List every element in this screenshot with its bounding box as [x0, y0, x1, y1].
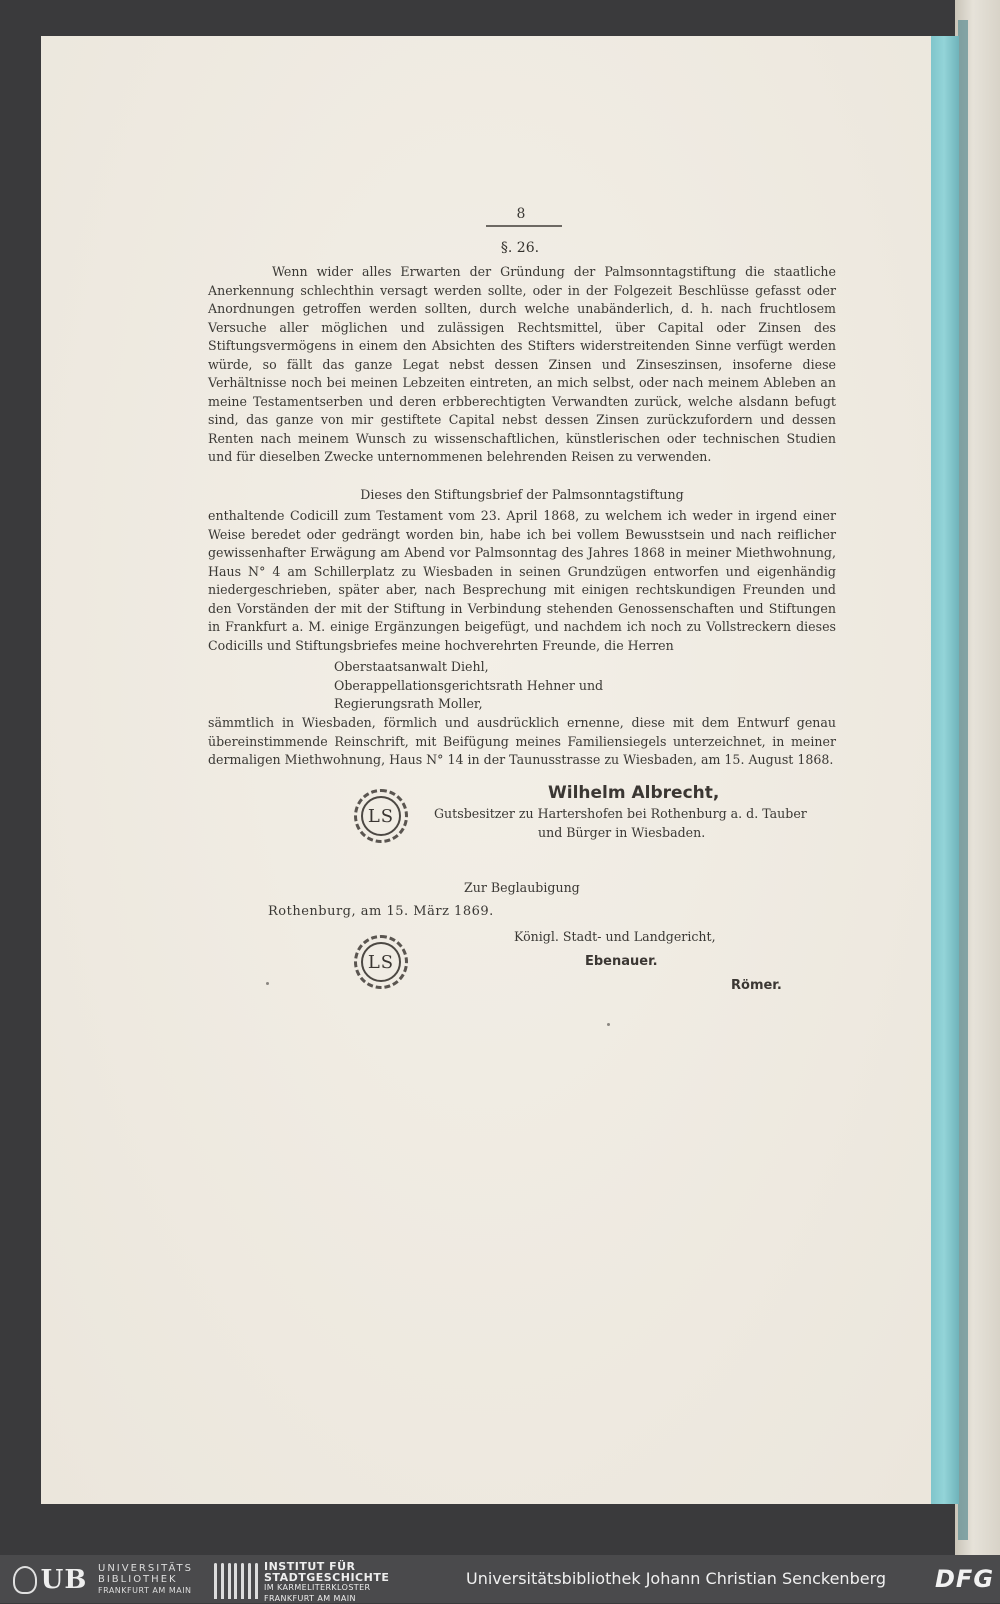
- signer-residence: und Bürger in Wiesbaden.: [538, 825, 705, 840]
- ub-logo-text: UB: [41, 1565, 88, 1595]
- dfg-logo[interactable]: DFG: [935, 1565, 994, 1593]
- footer-bar: [0, 1555, 1000, 1603]
- blue-page-edge: [929, 36, 959, 1504]
- columns-icon[interactable]: [214, 1563, 258, 1599]
- library-name-link[interactable]: Universitätsbibliothek Johann Christian Senckenberg: [466, 1569, 886, 1588]
- binding-strip: [958, 20, 968, 1540]
- ub-logo-caption: [98, 1563, 193, 1596]
- isg-logo-caption[interactable]: [264, 1562, 389, 1604]
- signer-name: Wilhelm Albrecht,: [548, 783, 719, 803]
- ub-logo[interactable]: [6, 1563, 94, 1597]
- executor-name: Oberappellationsgerichtsrath Hehner und: [334, 677, 603, 696]
- paragraph-2-heading: Dieses den Stiftungsbrief der Palmsonntagstiftung: [208, 487, 836, 502]
- ub-line: UNIVERSITÄTS: [98, 1563, 193, 1574]
- section-heading: §. 26.: [480, 240, 560, 256]
- paper-speck: [607, 1023, 610, 1026]
- seal-label: LS: [361, 942, 401, 982]
- place-date: Rothenburg, am 15. März 1869.: [268, 904, 494, 919]
- seal-stamp-icon: [354, 789, 408, 843]
- isg-line: FRANKFURT AM MAIN: [264, 1594, 389, 1604]
- executor-name: Regierungsrath Moller,: [334, 695, 603, 714]
- document-page: [41, 36, 931, 1504]
- isg-line: INSTITUT FÜR: [264, 1562, 389, 1573]
- isg-line: IM KARMELITERKLOSTER: [264, 1583, 389, 1594]
- paragraph-2: enthaltende Codicill zum Testament vom 23. April 1868, zu welchem ich weder in irgend einer Weise beredet oder gedrängt worden bin, habe ich bei vollem Bewusstsein und nach reiflicher gewissenhafter Erwägung am Abend vor Palmsonntag des Jahres 1868 in meiner Miethwohnung, Haus N° 4 am Schillerplatz zu Wiesbaden in seinen Grundzügen entworfen und eigenhändig niedergeschrieben, später aber, nach Besprechung mit einigen rechtskundigen Freunden und den Vorständen der mit der Stiftung in Verbindung stehenden Genossenschaften und Stiftungen in Frankfurt a. M. einige Ergänzungen beigefügt, und nachdem ich noch zu Vollstreckern dieses Codicills und Stiftungsbriefes meine hochverehrten Freunde, die Herren: [208, 507, 836, 655]
- judge-signature: Römer.: [731, 978, 782, 993]
- court-name: Königl. Stadt- und Landgericht,: [514, 929, 716, 944]
- seal-stamp-icon: [354, 935, 408, 989]
- attestation-heading: Zur Beglaubigung: [464, 880, 580, 895]
- executor-name: Oberstaatsanwalt Diehl,: [334, 658, 603, 677]
- seal-label: LS: [361, 796, 401, 836]
- judge-signature: Ebenauer.: [585, 954, 658, 969]
- executor-names: [334, 658, 603, 714]
- isg-line: STADTGESCHICHTE: [264, 1573, 389, 1584]
- ub-line: BIBLIOTHEK: [98, 1574, 193, 1585]
- page-number-rule: [486, 225, 562, 227]
- page-number: 8: [486, 205, 556, 223]
- portrait-icon: [13, 1566, 37, 1594]
- ub-line: FRANKFURT AM MAIN: [98, 1585, 193, 1596]
- paper-speck: [266, 982, 269, 985]
- paragraph-1: Wenn wider alles Erwarten der Gründung der Palmsonntagstiftung die staatliche Anerkennung schlechthin versagt werden sollte, oder in der Folgezeit Beschlüsse gefasst oder Anordnungen getroffen werden sollten, durch welche unabänderlich, d. h. nach fruchtlosem Versuche aller möglichen und zulässigen Rechtsmittel, über Capital oder Zinsen des Stiftungsvermögens in einem den Absichten des Stifters widerstreitenden Sinne verfügt werden würde, so fällt das ganze Legat nebst dessen Zinsen und Zinseszinsen, insoferne diese Verhältnisse noch bei meinen Lebzeiten eintreten, an mich selbst, oder nach meinem Ableben an meine Testamentserben und deren erbberechtigten Verwandten zurück, welche alsdann befugt sind, das ganze von mir gestiftete Capital nebst dessen Zinsen zurückzufordern und dessen Renten nach meinem Wunsch zu wissenschaftlichen, künstlerischen oder technischen Studien und für dieselben Zwecke unternommenen belehrenden Reisen zu verwenden.: [208, 263, 836, 467]
- paragraph-3: sämmtlich in Wiesbaden, förmlich und ausdrücklich ernenne, diese mit dem Entwurf genau übereinstimmende Reinschrift, mit Beifügung meines Familiensiegels unterzeichnet, in meiner dermaligen Miethwohnung, Haus N° 14 in der Taunusstrasse zu Wiesbaden, am 15. August 1868.: [208, 714, 836, 770]
- signer-title: Gutsbesitzer zu Hartershofen bei Rothenburg a. d. Tauber: [434, 806, 807, 821]
